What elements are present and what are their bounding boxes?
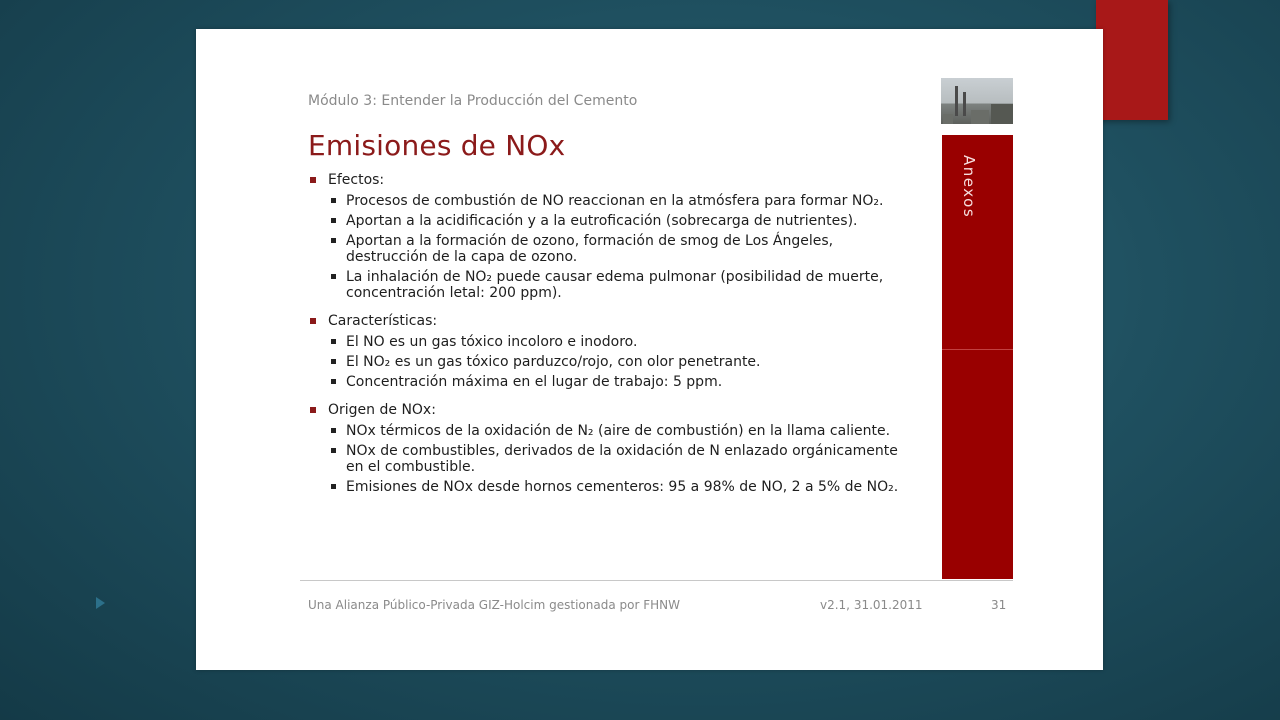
section-characteristics <box>308 313 918 390</box>
corner-accent-block <box>1096 0 1168 120</box>
list-item: Aportan a la acidificación y a la eutroficación (sobrecarga de nutrientes). <box>308 213 918 229</box>
sidebar-label: Anexos <box>960 155 978 219</box>
section-origin <box>308 402 918 495</box>
section-heading: Origen de NOx: <box>308 402 918 419</box>
section-heading: Efectos: <box>308 172 918 189</box>
slide-title: Emisiones de NOx <box>308 129 566 162</box>
list-item: Aportan a la formación de ozono, formación de smog de Los Ángeles, destrucción de la capa de ozono. <box>308 233 918 265</box>
cement-plant-photo <box>941 78 1013 124</box>
section-heading: Características: <box>308 313 918 330</box>
page-number: 31 <box>991 598 1007 612</box>
list-item: El NO es un gas tóxico incoloro e inodoro. <box>308 334 918 350</box>
list-item: Emisiones de NOx desde hornos cementeros: 95 a 98% de NO, 2 a 5% de NO₂. <box>308 479 918 495</box>
list-item: Procesos de combustión de NO reaccionan en la atmósfera para formar NO₂. <box>308 193 918 209</box>
sidebar-divider <box>942 349 1013 350</box>
module-header: Módulo 3: Entender la Producción del Cemento <box>308 93 638 109</box>
list-item: El NO₂ es un gas tóxico parduzco/rojo, con olor penetrante. <box>308 354 918 370</box>
list-item: La inhalación de NO₂ puede causar edema pulmonar (posibilidad de muerte, concentración letal: 200 ppm). <box>308 269 918 301</box>
footer-credit: Una Alianza Público-Privada GIZ-Holcim gestionada por FHNW <box>308 598 680 612</box>
bullet-content <box>308 172 918 507</box>
list-item: NOx térmicos de la oxidación de N₂ (aire de combustión) en la llama caliente. <box>308 423 918 439</box>
annex-sidebar <box>942 135 1013 579</box>
footer-version: v2.1, 31.01.2011 <box>820 598 923 612</box>
list-item: NOx de combustibles, derivados de la oxidación de N enlazado orgánicamente en el combustible. <box>308 443 918 475</box>
section-effects <box>308 172 918 301</box>
slide-image <box>196 29 1103 670</box>
list-item: Concentración máxima en el lugar de trabajo: 5 ppm. <box>308 374 918 390</box>
footer-divider <box>300 580 1013 581</box>
decor-arrow-icon <box>96 597 105 609</box>
